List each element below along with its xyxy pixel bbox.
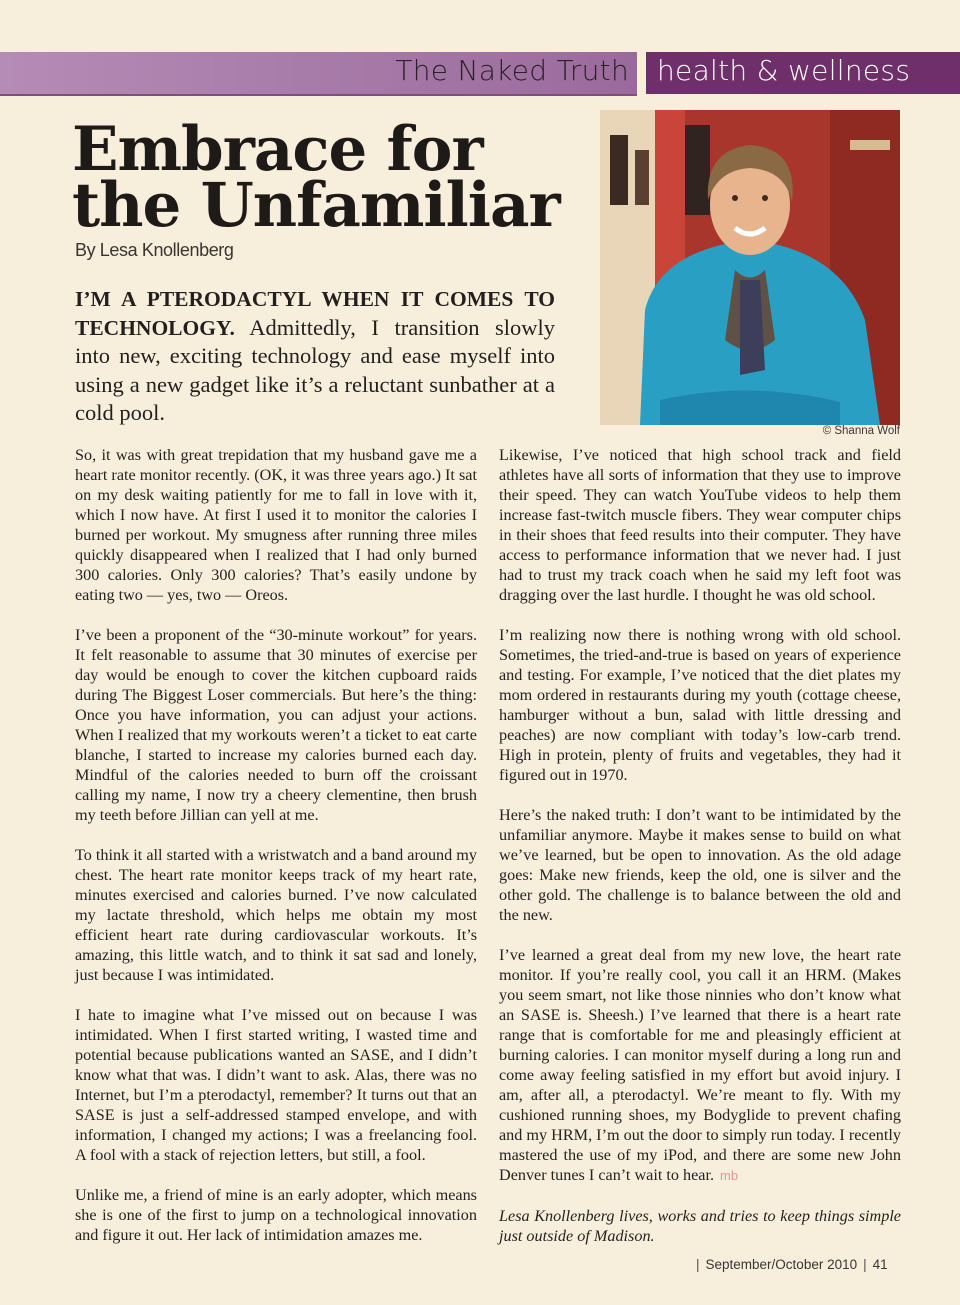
lede-text: Admittedly, I transition slowly into new, exciting technology and ease myself into using a new gadget like it’s a reluctant sunbather at a cold pool. xyxy=(75,314,555,425)
body-paragraph: Likewise, I’ve noticed that high school track and field athletes have all sorts of information that they use to improve their speed. They can watch YouTube videos to help them increase fast-twitch muscle fibers. They wear computer chips in their shoes that feed results into their computer. They have access to performance information that we never had. I just had to trust my track coach when he said my left foot was dragging over the last hurdle. I thought he was old school. xyxy=(499,446,901,604)
photo-credit: © Shanna Wolf xyxy=(822,425,900,437)
end-mark: mb xyxy=(720,1168,739,1183)
body-paragraph: I hate to imagine what I’ve missed out on because I was intimidated. When I first started writing, I wasted time and potential because publications wanted an SASE, and I didn’t know what that was. I didn’t want to ask. Alas, there was no Internet, but I’m a pterodactyl, remember? It turns out that an SASE is just a self-addressed stamped envelope, and with information, I changed my actions; I was a freelancing fool. A fool with a stack of rejection letters, but still, a fool. xyxy=(75,1006,477,1164)
closing-text: I’ve learned a great deal from my new love, the heart rate monitor. If you’re really cool, you call it an HRM. (Makes you seem smart, not like those ninnies who don’t know what an SASE is. Sheesh.) I’ve learned that there is a heart rate range that is comfortable for me and pleasingly efficient at burning calories. I can monitor myself during a long run and come away feeling satisfied in my effort but avoid injury. I am, after all, a pterodactyl. We’re meant to fly. With my cushioned running shoes, my Bodyglide to prevent chafing and my HRM, I’m out the door to simply run today. I recently mastered the use of my iPod, and there are some new John Denver tunes I can’t wait to hear. xyxy=(499,946,901,1184)
byline: By Lesa Knollenberg xyxy=(75,240,234,260)
body-paragraph: Unlike me, a friend of mine is an early adopter, which means she is one of the first to jump on a technological innovation and figure it out. Her lack of intimidation amazes me. xyxy=(75,1186,477,1244)
lede-caps: I’M A PTERODACTYL WHEN IT COMES TO TECHNOLOGY. xyxy=(75,287,555,340)
lede-paragraph xyxy=(75,285,555,428)
issue-date: September/October 2010 xyxy=(705,1257,858,1272)
closing-paragraph xyxy=(499,945,901,1186)
article-title: Embrace for the Unfamiliar xyxy=(72,114,560,241)
category-banner xyxy=(646,52,960,94)
footer-divider: | xyxy=(696,1257,700,1272)
author-photo xyxy=(600,110,900,425)
body-paragraph: I’m realizing now there is nothing wrong with old school. Sometimes, the tried-and-true is based on years of experience and testing. For example, I’ve noticed that the diet plates my mom ordered in restaurants during my youth (cottage cheese, hamburger without a bun, salad with little dressing and peaches) are now compliant with today’s low-carb trend. High in protein, plenty of fruits and vegetables, they had it figured out in 1970. xyxy=(499,626,901,784)
section-title: The Naked Truth xyxy=(395,54,629,87)
body-paragraph: So, it was with great trepidation that my husband gave me a heart rate monitor recently. (OK, it was three years ago.) It sat on my desk waiting patiently for me to fall in love with it, which I now have. At first I used it to monitor the calories I burned per workout. My smugness after running three miles quickly disappeared when I realized that I had only burned 300 calories. Only 300 calories? That’s easily undone by eating two — yes, two — Oreos. xyxy=(75,446,477,604)
body-paragraph: Here’s the naked truth: I don’t want to be intimidated by the unfamiliar anymore. Maybe it makes sense to build on what we’ve learned, but be open to innovation. As the old adage goes: Make new friends, keep the old, one is silver and the other gold. The challenge is to balance between the old and the new. xyxy=(499,806,901,924)
page-footer xyxy=(690,1257,888,1272)
body-paragraph: I’ve been a proponent of the “30-minute workout” for years. It felt reasonable to assume that 30 minutes of exercise per day would be enough to cover the kitchen cupboard raids during The Biggest Loser commercials. But here’s the thing: Once you have information, you can adjust your actions. When I realized that my workouts weren’t a ticket to eat carte blanche, I started to increase my calories burned each day. Mindful of the calories needed to burn off the croissant calling my name, I now try a cheery clementine, then brush my teeth before Jillian can yell at me. xyxy=(75,626,477,824)
category-title: health & wellness xyxy=(657,54,911,87)
section-banner xyxy=(0,52,637,96)
body-column-left xyxy=(75,445,477,1245)
page-number: 41 xyxy=(872,1257,888,1272)
footer-divider: | xyxy=(863,1257,867,1272)
author-photo-illustration xyxy=(600,110,900,425)
body-paragraph: To think it all started with a wristwatch and a band around my chest. The heart rate monitor keeps track of my heart rate, minutes exercised and calories burned. I’ve now calculated my lactate threshold, which helps me obtain my most efficient heart rate during cardiovascular workouts. It’s amazing, this little watch, and to think it sat sad and lonely, just because I was intimidated. xyxy=(75,846,477,984)
body-column-right xyxy=(499,445,901,1266)
author-bio: Lesa Knollenberg lives, works and tries to keep things simple just outside of Madison. xyxy=(499,1207,901,1245)
